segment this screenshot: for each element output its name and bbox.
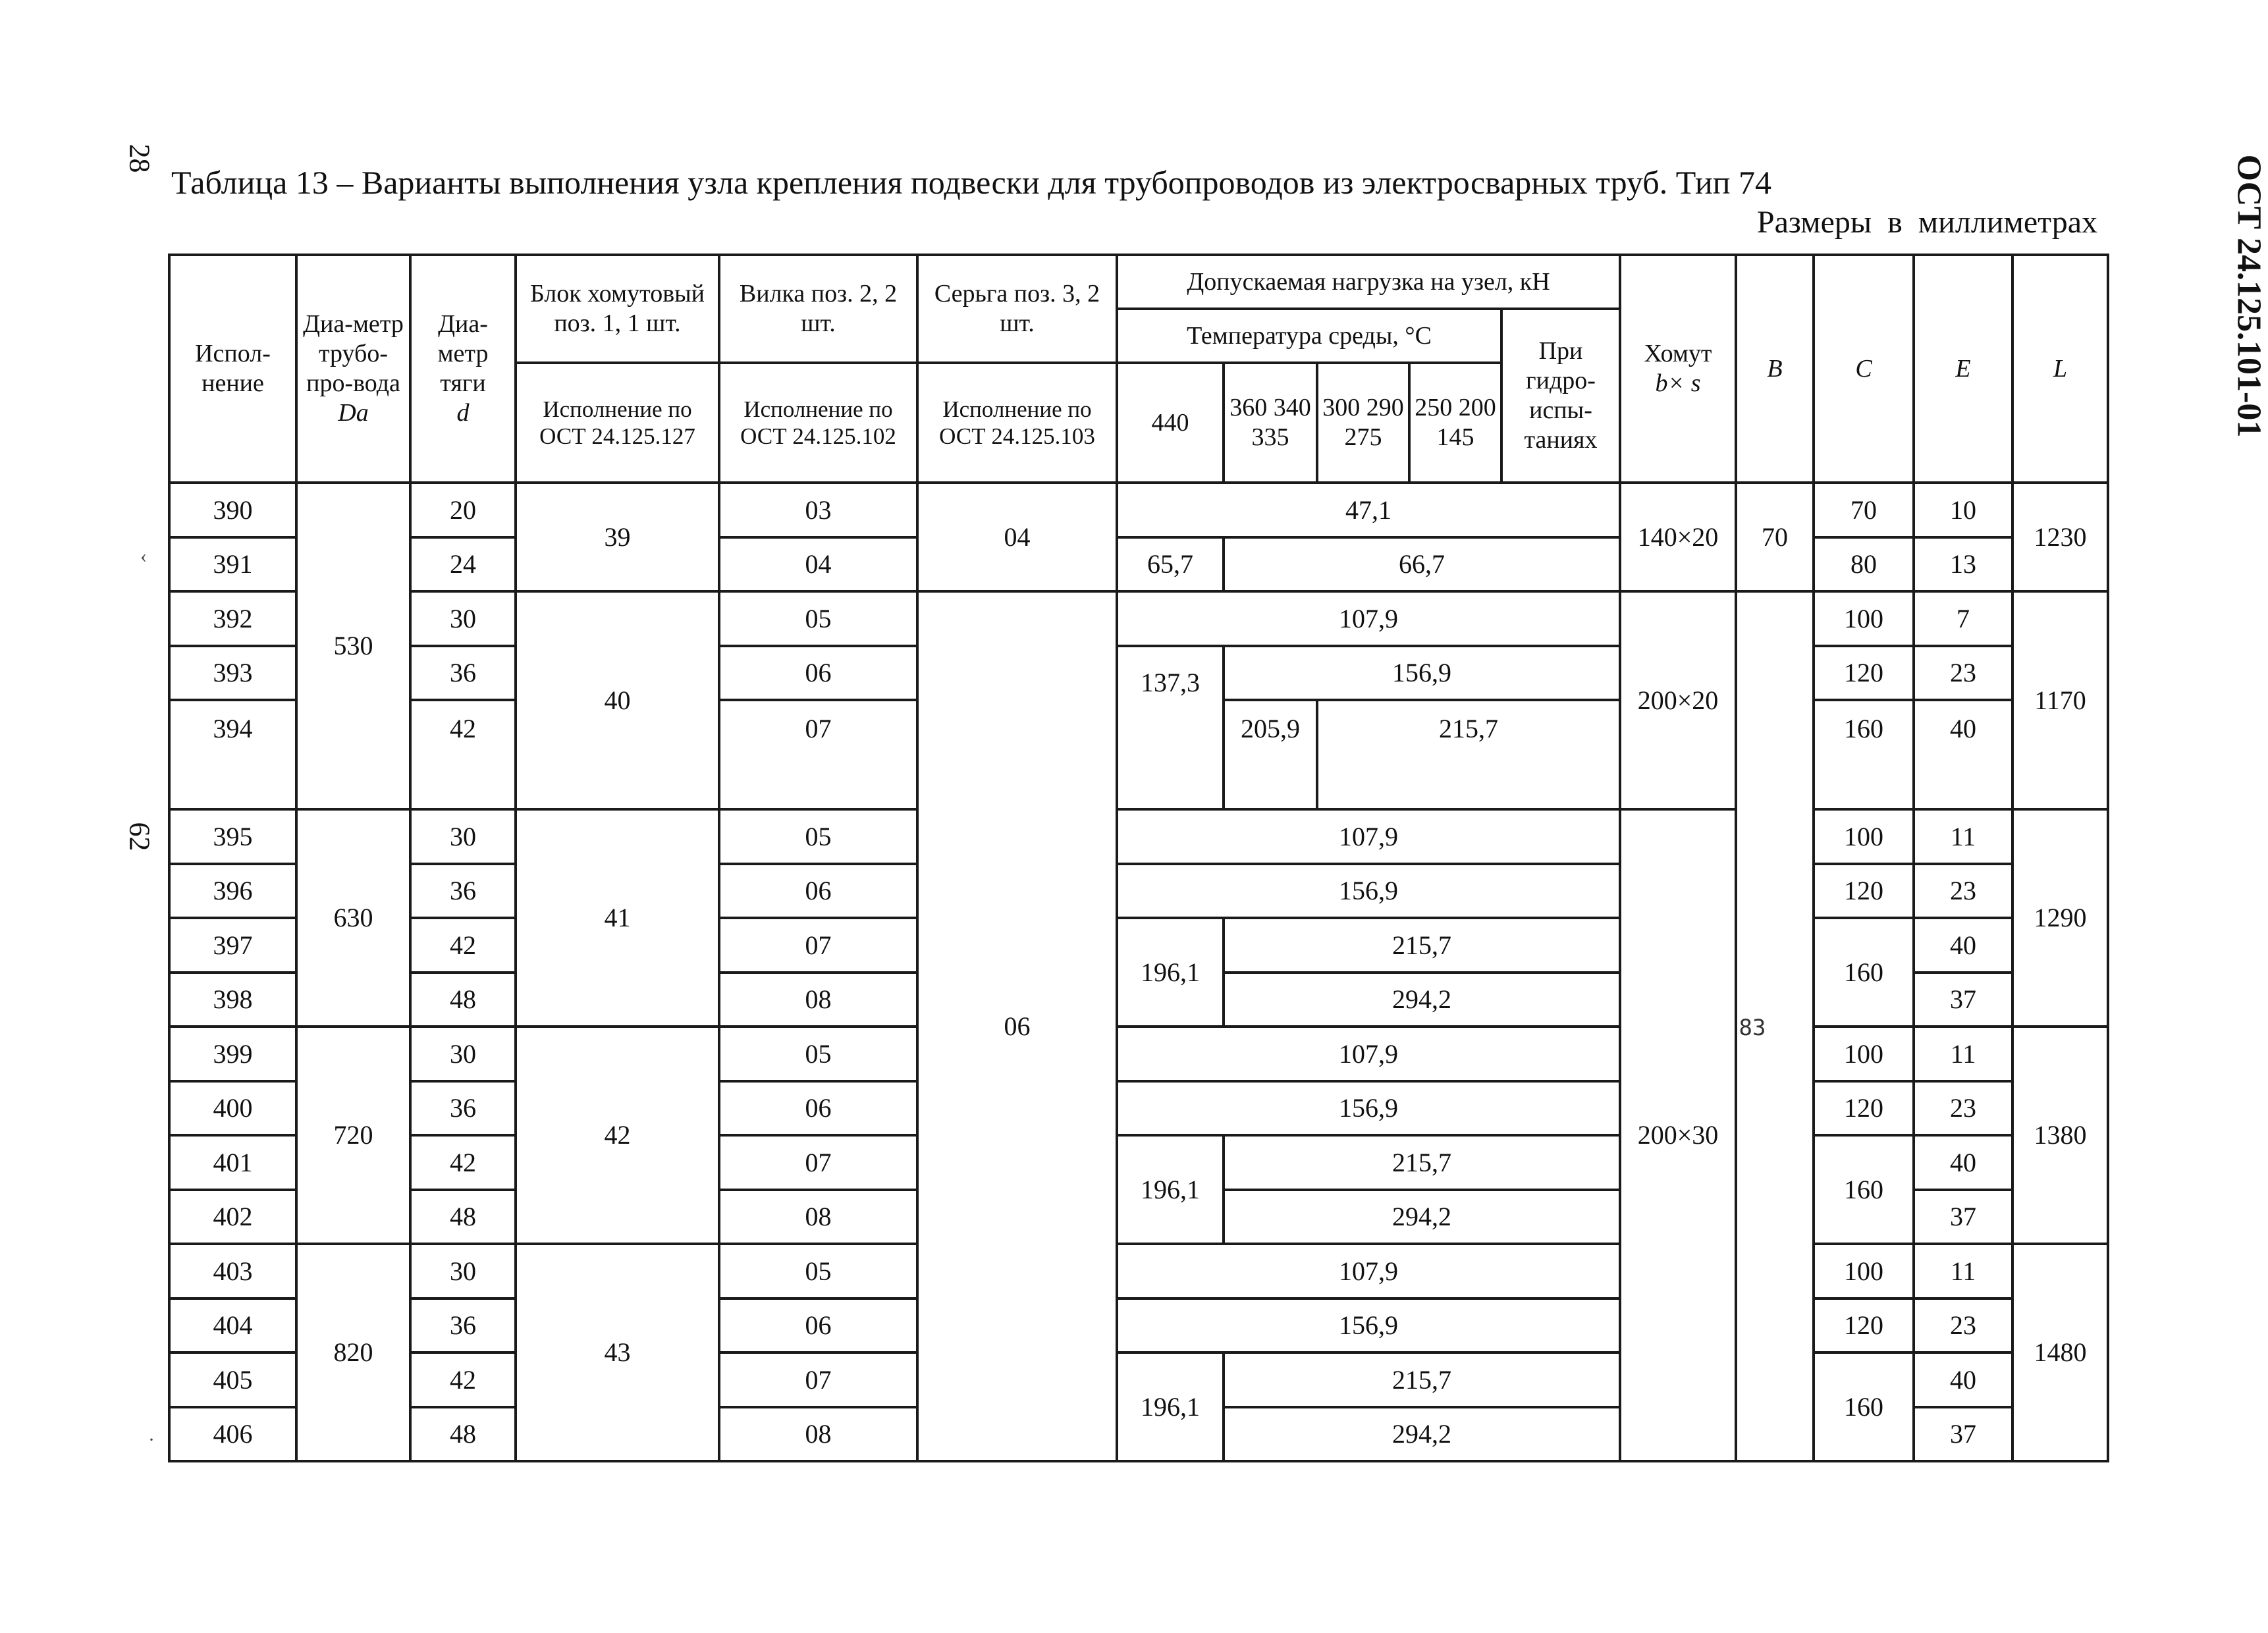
- cell-ispolnenie: 405: [169, 1352, 296, 1407]
- cell-vilka: 03: [719, 483, 917, 537]
- cell-E: 23: [1914, 1081, 2012, 1136]
- table-row: [169, 483, 2108, 537]
- header-vilka: Вилка поз. 2, 2 шт.: [719, 255, 917, 363]
- header-gidro: При гидро-испы-таниях: [1501, 309, 1620, 483]
- cell-E: 11: [1914, 1027, 2012, 1081]
- header-nagruzka: Допускаемая нагрузка на узел, кН: [1117, 255, 1620, 309]
- header-homut-symbol: b× s: [1655, 369, 1701, 397]
- cell-load-440: 65,7: [1117, 537, 1224, 592]
- header-diam-truboprovoda-symbol: Da: [338, 398, 369, 427]
- header-diam-tyagi-symbol: d: [456, 398, 470, 427]
- cell-da: 820: [296, 1244, 410, 1461]
- header-diam-truboprovoda: [296, 255, 410, 483]
- cell-ispolnenie: 398: [169, 973, 296, 1027]
- cell-C: 100: [1814, 809, 1914, 864]
- cell-vilka: 06: [719, 1298, 917, 1353]
- cell-d: 48: [410, 1407, 516, 1462]
- header-L: L: [2012, 255, 2108, 483]
- cell-E: 40: [1914, 1352, 2012, 1407]
- cell-d: 48: [410, 973, 516, 1027]
- cell-load: 156,9: [1117, 1298, 1620, 1353]
- table-row: [169, 1027, 2108, 1081]
- cell-load: 107,9: [1117, 1244, 1620, 1298]
- cell-d: 42: [410, 1135, 516, 1190]
- cell-ispolnenie: 397: [169, 918, 296, 973]
- cell-load-440: 196,1: [1117, 918, 1224, 1027]
- table-row: [169, 1298, 2108, 1353]
- cell-blok: 42: [516, 1027, 719, 1244]
- cell-homut: 200×30: [1620, 809, 1736, 1461]
- cell-vilka: 08: [719, 973, 917, 1027]
- cell-ispolnenie: 403: [169, 1244, 296, 1298]
- cell-C: 120: [1814, 1081, 1914, 1136]
- cell-load-440: 196,1: [1117, 1135, 1224, 1244]
- cell-load: 107,9: [1117, 591, 1620, 646]
- cell-C: 120: [1814, 1298, 1914, 1353]
- table-caption: Таблица 13 – Варианты выполнения узла крепления подвески для трубопроводов из электросварных труб. Тип 74: [171, 164, 1772, 201]
- cell-ispolnenie: 402: [169, 1190, 296, 1245]
- cell-L: 1230: [2012, 483, 2108, 591]
- scan-mark: 83: [1739, 1014, 1766, 1041]
- cell-E: 11: [1914, 1244, 2012, 1298]
- cell-load: 156,9: [1117, 864, 1620, 919]
- cell-d: 30: [410, 591, 516, 646]
- header-t250: 250 200 145: [1409, 363, 1501, 483]
- cell-da: 630: [296, 809, 410, 1027]
- header-t360: 360 340 335: [1224, 363, 1317, 483]
- table-row: [169, 864, 2108, 919]
- table-row: [169, 591, 2108, 646]
- header-C: C: [1814, 255, 1914, 483]
- cell-C: 80: [1814, 537, 1914, 592]
- header-temperatura: Температура среды, °С: [1117, 309, 1501, 363]
- cell-load: 215,7: [1224, 918, 1620, 973]
- cell-ispolnenie: 393: [169, 646, 296, 701]
- cell-ispolnenie: 390: [169, 483, 296, 537]
- cell-d: 24: [410, 537, 516, 592]
- cell-vilka: 08: [719, 1190, 917, 1245]
- cell-d: 36: [410, 1081, 516, 1136]
- cell-ispolnenie: 404: [169, 1298, 296, 1353]
- cell-d: 36: [410, 646, 516, 701]
- page-number-top: 28: [123, 144, 156, 173]
- cell-vilka: 05: [719, 809, 917, 864]
- header-serga: Серьга поз. 3, 2 шт.: [917, 255, 1117, 363]
- cell-serga: 06: [917, 591, 1117, 1461]
- cell-load: 66,7: [1224, 537, 1620, 592]
- header-diam-tyagi: [410, 255, 516, 483]
- header-homut: [1620, 255, 1736, 483]
- cell-ispolnenie: 400: [169, 1081, 296, 1136]
- cell-E: 37: [1914, 973, 2012, 1027]
- cell-load-440: 196,1: [1117, 1352, 1224, 1461]
- cell-vilka: 06: [719, 1081, 917, 1136]
- cell-d: 42: [410, 918, 516, 973]
- header-t440: 440: [1117, 363, 1224, 483]
- header-E: E: [1914, 255, 2012, 483]
- cell-blok: 40: [516, 591, 719, 809]
- cell-L: 1290: [2012, 809, 2108, 1027]
- cell-da: 720: [296, 1027, 410, 1244]
- cell-d: 36: [410, 1298, 516, 1353]
- cell-C: 160: [1814, 1135, 1914, 1244]
- cell-load: 215,7: [1224, 1135, 1620, 1190]
- cell-load: 107,9: [1117, 809, 1620, 864]
- cell-load: 215,7: [1224, 1352, 1620, 1407]
- cell-C: 160: [1814, 918, 1914, 1027]
- header-ispolnenie: Испол-нение: [169, 255, 296, 483]
- cell-C: 100: [1814, 591, 1914, 646]
- cell-C: 120: [1814, 864, 1914, 919]
- document-number: ОСТ 24.125.101-01: [2230, 154, 2268, 438]
- cell-blok: 43: [516, 1244, 719, 1461]
- cell-vilka: 04: [719, 537, 917, 592]
- cell-E: 11: [1914, 809, 2012, 864]
- cell-C: 160: [1814, 700, 1914, 809]
- cell-E: 37: [1914, 1407, 2012, 1462]
- cell-vilka: 07: [719, 918, 917, 973]
- cell-E: 40: [1914, 700, 2012, 809]
- cell-L: 1480: [2012, 1244, 2108, 1461]
- margin-tick: ‹: [140, 545, 147, 567]
- cell-vilka: 07: [719, 700, 917, 809]
- cell-d: 48: [410, 1190, 516, 1245]
- header-B: B: [1736, 255, 1814, 483]
- table-row: [169, 537, 2108, 592]
- cell-L: 1380: [2012, 1027, 2108, 1244]
- cell-ispolnenie: 399: [169, 1027, 296, 1081]
- table-row: [169, 918, 2108, 973]
- cell-blok: 41: [516, 809, 719, 1027]
- cell-load-360: 205,9: [1224, 700, 1317, 809]
- cell-B: [1736, 591, 1814, 1461]
- cell-ispolnenie: 396: [169, 864, 296, 919]
- header-t300: 300 290 275: [1317, 363, 1409, 483]
- cell-C: 70: [1814, 483, 1914, 537]
- cell-vilka: 05: [719, 591, 917, 646]
- cell-C: 100: [1814, 1244, 1914, 1298]
- table-row: [169, 809, 2108, 864]
- cell-ispolnenie: 391: [169, 537, 296, 592]
- cell-vilka: 06: [719, 646, 917, 701]
- header-vilka-std: Исполнение по ОСТ 24.125.102: [719, 363, 917, 483]
- cell-L: 1170: [2012, 591, 2108, 809]
- cell-vilka: 05: [719, 1027, 917, 1081]
- cell-blok: 39: [516, 483, 719, 591]
- cell-E: 13: [1914, 537, 2012, 592]
- cell-da: 530: [296, 483, 410, 809]
- table-row: [169, 1244, 2108, 1298]
- cell-load-440: 137,3: [1117, 646, 1224, 810]
- header-diam-truboprovoda-label: Диа-метр трубо-про-вода: [303, 310, 404, 397]
- header-homut-label: Хомут: [1644, 340, 1712, 368]
- header-blok: Блок хомутовый поз. 1, 1 шт.: [516, 255, 719, 363]
- cell-homut: 140×20: [1620, 483, 1736, 591]
- cell-vilka: 05: [719, 1244, 917, 1298]
- cell-E: 40: [1914, 1135, 2012, 1190]
- cell-d: 30: [410, 809, 516, 864]
- header-serga-std: Исполнение по ОСТ 24.125.103: [917, 363, 1117, 483]
- cell-B: 70: [1736, 483, 1814, 591]
- cell-ispolnenie: 401: [169, 1135, 296, 1190]
- cell-E: 37: [1914, 1190, 2012, 1245]
- cell-vilka: 07: [719, 1352, 917, 1407]
- cell-load: 47,1: [1117, 483, 1620, 537]
- cell-vilka: 08: [719, 1407, 917, 1462]
- cell-load: 294,2: [1224, 1407, 1620, 1462]
- cell-E: 23: [1914, 646, 2012, 701]
- cell-C: 100: [1814, 1027, 1914, 1081]
- cell-load: 215,7: [1317, 700, 1620, 809]
- cell-load: 156,9: [1224, 646, 1620, 701]
- cell-E: 23: [1914, 864, 2012, 919]
- cell-d: 36: [410, 864, 516, 919]
- cell-E: 23: [1914, 1298, 2012, 1353]
- spec-table: [168, 254, 2109, 1462]
- cell-C: 160: [1814, 1352, 1914, 1461]
- table-row: [169, 1081, 2108, 1136]
- table-row: [169, 646, 2108, 701]
- page-number-side: 62: [123, 822, 156, 851]
- cell-E: 10: [1914, 483, 2012, 537]
- cell-d: 42: [410, 1352, 516, 1407]
- margin-tick: ·: [148, 1429, 155, 1451]
- cell-d: 42: [410, 700, 516, 809]
- cell-d: 30: [410, 1027, 516, 1081]
- cell-E: 7: [1914, 591, 2012, 646]
- units-note: Размеры в миллиметрах: [1756, 205, 2097, 240]
- table-row: [169, 1135, 2108, 1190]
- header-diam-tyagi-label: Диа-метр тяги: [437, 310, 489, 397]
- cell-load: 107,9: [1117, 1027, 1620, 1081]
- cell-ispolnenie: 406: [169, 1407, 296, 1462]
- cell-d: 20: [410, 483, 516, 537]
- cell-vilka: 06: [719, 864, 917, 919]
- cell-load: 294,2: [1224, 973, 1620, 1027]
- cell-load: 156,9: [1117, 1081, 1620, 1136]
- cell-load: 294,2: [1224, 1190, 1620, 1245]
- table-row: [169, 1352, 2108, 1407]
- cell-C: 120: [1814, 646, 1914, 701]
- cell-serga: 04: [917, 483, 1117, 591]
- cell-ispolnenie: 392: [169, 591, 296, 646]
- cell-ispolnenie: 394: [169, 700, 296, 809]
- header-blok-std: Исполнение по ОСТ 24.125.127: [516, 363, 719, 483]
- cell-E: 40: [1914, 918, 2012, 973]
- cell-vilka: 07: [719, 1135, 917, 1190]
- cell-ispolnenie: 395: [169, 809, 296, 864]
- cell-homut: 200×20: [1620, 591, 1736, 809]
- cell-d: 30: [410, 1244, 516, 1298]
